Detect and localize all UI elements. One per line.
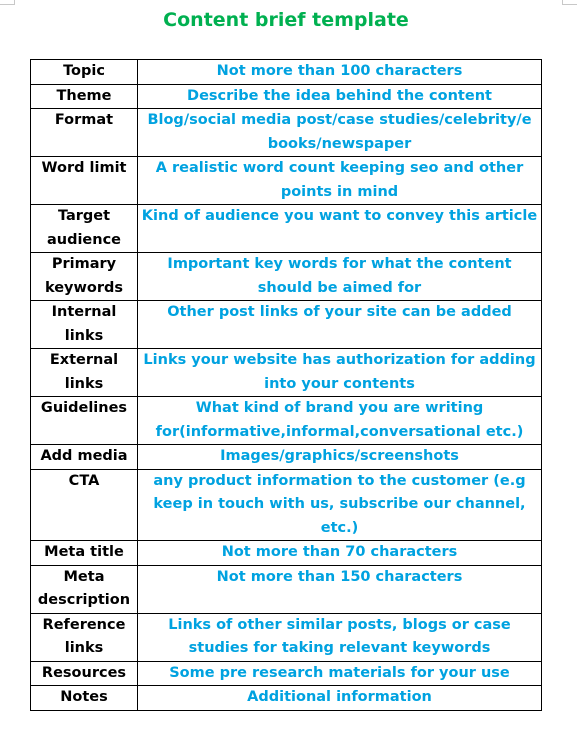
row-value: Blog/social media post/case studies/celebrity/e books/newspaper xyxy=(138,109,542,157)
table-row xyxy=(31,157,542,205)
row-label: Add media xyxy=(31,445,138,470)
page-corner-mark-right xyxy=(562,0,577,5)
row-label: Target audience xyxy=(31,205,138,253)
row-label: Resources xyxy=(31,661,138,686)
row-value: A realistic word count keeping seo and other points in mind xyxy=(138,157,542,205)
table-row xyxy=(31,661,542,686)
table-row xyxy=(31,301,542,349)
table-row xyxy=(31,205,542,253)
row-label: Meta title xyxy=(31,541,138,566)
document-title: Content brief template xyxy=(163,9,409,31)
table-row xyxy=(31,541,542,566)
row-value: Links of other similar posts, blogs or case studies for taking relevant keywords xyxy=(138,613,542,661)
row-label: Word limit xyxy=(31,157,138,205)
table-row xyxy=(31,397,542,445)
row-value: Other post links of your site can be added xyxy=(138,301,542,349)
row-value: Links your website has authorization for adding into your contents xyxy=(138,349,542,397)
row-label: Internal links xyxy=(31,301,138,349)
row-label: Reference links xyxy=(31,613,138,661)
row-value: Additional information xyxy=(138,686,542,711)
row-label: Guidelines xyxy=(31,397,138,445)
table-row xyxy=(31,613,542,661)
row-label: Format xyxy=(31,109,138,157)
row-value: Important key words for what the content should be aimed for xyxy=(138,253,542,301)
table-row xyxy=(31,565,542,613)
row-label: External links xyxy=(31,349,138,397)
table-row xyxy=(31,253,542,301)
table-row xyxy=(31,84,542,109)
row-label: CTA xyxy=(31,469,138,541)
row-value: Describe the idea behind the content xyxy=(138,84,542,109)
row-value: Some pre research materials for your use xyxy=(138,661,542,686)
row-label: Notes xyxy=(31,686,138,711)
content-brief-table xyxy=(30,59,542,711)
row-value: any product information to the customer (e.g keep in touch with us, subscribe our channel, etc.) xyxy=(138,469,542,541)
table-row xyxy=(31,686,542,711)
row-value: What kind of brand you are writing for(informative,informal,conversational etc.) xyxy=(138,397,542,445)
table-row xyxy=(31,349,542,397)
row-value: Not more than 150 characters xyxy=(138,565,542,613)
row-label: Primary keywords xyxy=(31,253,138,301)
row-value: Kind of audience you want to convey this article xyxy=(138,205,542,253)
page-corner-mark-left xyxy=(0,0,15,5)
table-row xyxy=(31,109,542,157)
row-label: Meta description xyxy=(31,565,138,613)
table-row xyxy=(31,60,542,85)
table-row xyxy=(31,469,542,541)
row-value: Not more than 100 characters xyxy=(138,60,542,85)
table-row xyxy=(31,445,542,470)
row-value: Images/graphics/screenshots xyxy=(138,445,542,470)
row-label: Topic xyxy=(31,60,138,85)
row-value: Not more than 70 characters xyxy=(138,541,542,566)
row-label: Theme xyxy=(31,84,138,109)
